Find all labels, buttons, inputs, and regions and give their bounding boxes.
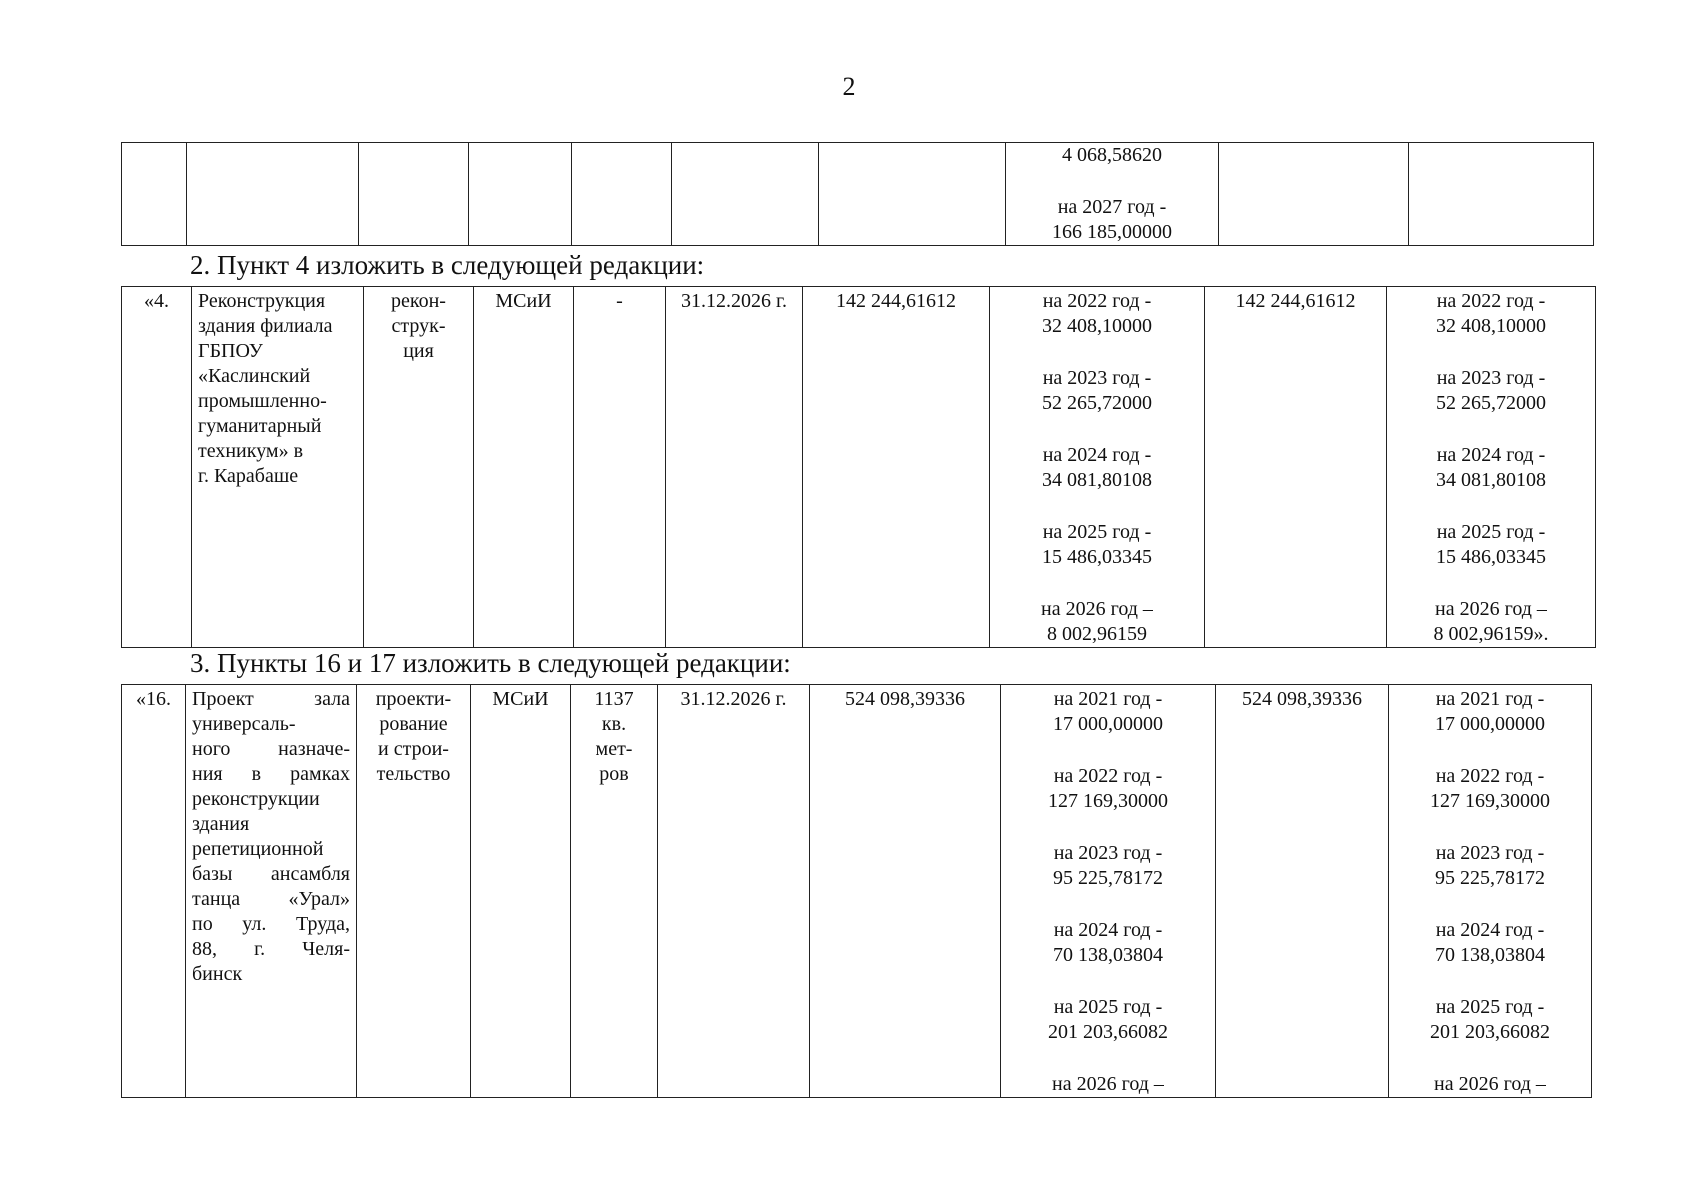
work-type-line: рекон- [391,290,446,312]
year-label: на 2022 год - [1042,290,1152,312]
spacer [1393,493,1589,520]
spacer [1012,168,1212,195]
cell-name [192,287,364,648]
spacer [1393,570,1589,597]
year-value: 8 002,96159». [1433,623,1549,645]
year-label: на 2022 год - [1436,290,1546,312]
cell-deadline [672,143,819,246]
spacer [996,493,1198,520]
year-value: 32 408,10000 [1042,315,1152,337]
year-value: 127 169,30000 [1430,790,1550,812]
sum-line: 166 185,00000 [1052,221,1172,243]
cell-deadline: 31.12.2026 г. [658,685,810,1098]
spacer [1007,814,1209,841]
cell-cost [819,143,1006,246]
year-label: на 2025 год - [1042,521,1152,543]
year-label: на 2024 год - [1435,919,1545,941]
year-value: 15 486,03345 [1436,546,1546,568]
year-label: на 2024 год - [1436,444,1546,466]
name-line: здания филиала [198,315,333,337]
cell-num: «16. [122,685,186,1098]
name-line: по ул. Труда, [192,913,350,935]
spacer [1395,737,1585,764]
work-type-line: тельство [376,763,451,785]
name-line: гуманитарный [198,415,322,437]
cell-yearly-funding-2 [1389,685,1592,1098]
cell-customer [469,143,572,246]
cell-cost-2: 142 244,61612 [1205,287,1387,648]
year-label: на 2025 год - [1435,996,1545,1018]
cell-num [122,143,187,246]
cell-cost: 142 244,61612 [803,287,990,648]
cell-work-type [359,143,469,246]
name-line: ГБПОУ [198,340,263,362]
spacer [1007,968,1209,995]
cell-yearly-funding [1006,143,1219,246]
cell-cost: 524 098,39336 [810,685,1001,1098]
year-label: на 2024 год - [1053,919,1163,941]
spacer [996,416,1198,443]
name-line: здания [192,813,250,835]
year-value: 15 486,03345 [1042,546,1152,568]
name-line: репетиционной [192,838,324,860]
year-value: 52 265,72000 [1042,392,1152,414]
spacer [996,339,1198,366]
cell-yearly-funding [1001,685,1216,1098]
spacer [1007,891,1209,918]
name-line: Проект зала [192,688,350,710]
year-value: 70 138,03804 [1053,944,1163,966]
work-type-line: и строи- [378,738,449,760]
year-value: 127 169,30000 [1048,790,1168,812]
year-value: 8 002,96159 [1047,623,1147,645]
year-value: 95 225,78172 [1435,867,1545,889]
table-row [122,685,1592,1098]
section-3-heading: 3. Пункты 16 и 17 изложить в следующей редакции: [190,648,791,678]
cell-customer: МСиИ [474,287,574,648]
year-value: 95 225,78172 [1053,867,1163,889]
year-label: на 2021 год - [1053,688,1163,710]
spacer [996,570,1198,597]
work-type-line: проекти- [375,688,452,710]
cell-deadline: 31.12.2026 г. [666,287,803,648]
work-type-line: ция [403,340,434,362]
year-label: на 2023 год - [1436,367,1546,389]
spacer [1395,968,1585,995]
year-value: 201 203,66082 [1430,1021,1550,1043]
year-value: 34 081,80108 [1436,469,1546,491]
cell-capacity [571,685,658,1098]
section-2-heading: 2. Пункт 4 изложить в следующей редакции: [190,250,705,280]
year-label: на 2025 год - [1053,996,1163,1018]
work-type-line: рование [379,713,448,735]
name-line: промышленно- [198,390,327,412]
name-line: 88, г. Челя- [192,938,350,960]
name-line: бинск [192,963,243,985]
capacity-line: кв. [601,713,627,735]
year-label: на 2023 год - [1053,842,1163,864]
spacer [1395,814,1585,841]
cell-yearly-funding-2 [1409,143,1594,246]
spacer [1393,416,1589,443]
cell-cost-2 [1219,143,1409,246]
year-value: 17 000,00000 [1435,713,1545,735]
capacity-line: ров [599,763,629,785]
spacer [1395,891,1585,918]
capacity-line: мет- [595,738,633,760]
page-number: 2 [842,72,856,101]
year-label: на 2026 год – [1052,1073,1164,1095]
spacer [1393,339,1589,366]
name-line: г. Карабаше [198,465,299,487]
name-line: танца «Урал» [192,888,350,910]
cell-customer: МСиИ [471,685,571,1098]
cell-name [186,685,357,1098]
year-label: на 2023 год - [1042,367,1152,389]
cell-yearly-funding-2 [1387,287,1596,648]
continuation-table [121,142,1594,246]
year-label: на 2022 год - [1435,765,1545,787]
year-value: 17 000,00000 [1053,713,1163,735]
year-value: 52 265,72000 [1436,392,1546,414]
table-row [122,143,1594,246]
cell-capacity [572,143,672,246]
table-row [122,287,1596,648]
year-value: 34 081,80108 [1042,469,1152,491]
year-label: на 2021 год - [1435,688,1545,710]
year-label: на 2026 год – [1041,598,1153,620]
cell-capacity: - [574,287,666,648]
item-16-table [121,684,1592,1098]
name-line: «Каслинский [198,365,311,387]
cell-work-type [364,287,474,648]
name-line: базы ансамбля [192,863,350,885]
capacity-line: 1137 [594,688,634,710]
year-label: на 2025 год - [1436,521,1546,543]
cell-num: «4. [122,287,192,648]
item-4-table [121,286,1596,648]
name-line: техникум» в [198,440,304,462]
name-line: реконструкции [192,788,320,810]
year-value: 70 138,03804 [1435,944,1545,966]
year-label: на 2023 год - [1435,842,1545,864]
year-label: на 2022 год - [1053,765,1163,787]
year-label: на 2026 год – [1435,598,1547,620]
spacer [1395,1045,1585,1072]
name-line: ного назначе- [192,738,350,760]
year-label: на 2024 год - [1042,444,1152,466]
year-label: на 2026 год – [1434,1073,1546,1095]
year-value: 201 203,66082 [1048,1021,1168,1043]
cell-name [187,143,359,246]
name-line: ния в рамках [192,763,350,785]
work-type-line: струк- [391,315,446,337]
sum-line: на 2027 год - [1057,196,1167,218]
cell-cost-2: 524 098,39336 [1216,685,1389,1098]
spacer [1007,1045,1209,1072]
cell-yearly-funding [990,287,1205,648]
cell-work-type [357,685,471,1098]
spacer [1007,737,1209,764]
name-line: универсаль- [192,713,296,735]
sum-line: 4 068,58620 [1062,144,1162,166]
year-value: 32 408,10000 [1436,315,1546,337]
name-line: Реконструкция [198,290,326,312]
